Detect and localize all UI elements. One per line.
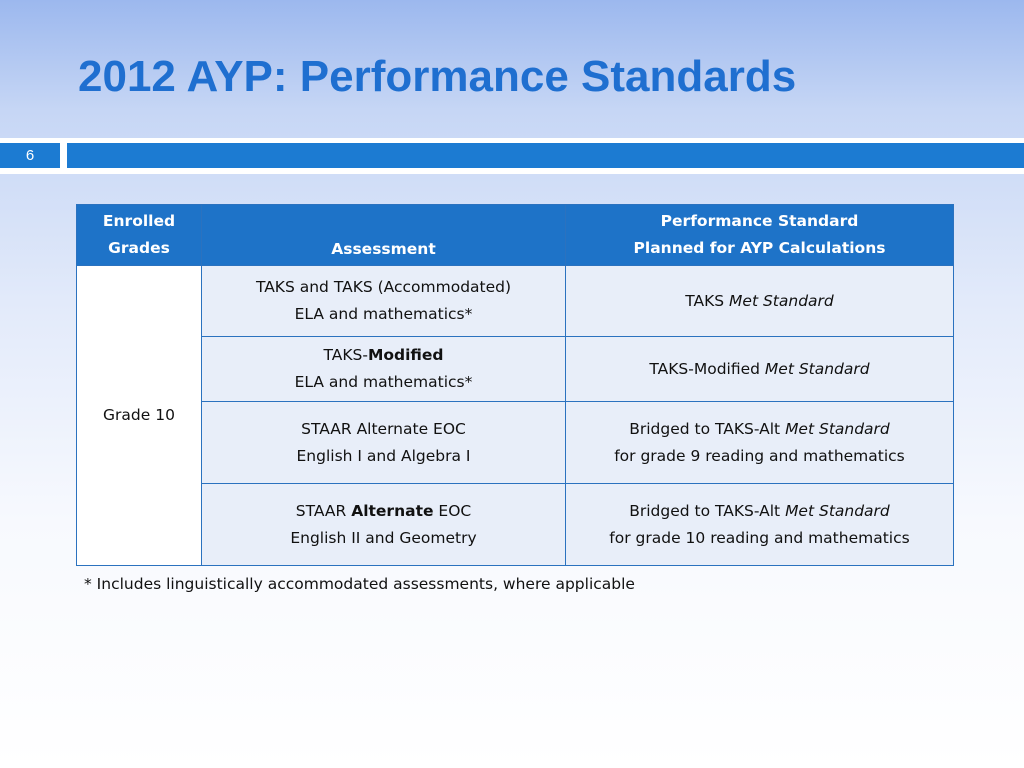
standard-line2: for grade 10 reading and mathematics <box>609 528 910 547</box>
performance-standards-table <box>76 204 954 566</box>
header-grades-line1: Enrolled <box>102 212 176 230</box>
assessment-line2: ELA and mathematics* <box>294 373 473 391</box>
assessment-line1-bold: Alternate <box>351 501 434 520</box>
header-enrolled-grades <box>77 205 202 266</box>
standard-cell <box>566 484 954 566</box>
assessment-line2: English I and Algebra I <box>296 446 471 465</box>
table-row <box>77 266 954 337</box>
slide-title: 2012 AYP: Performance Standards <box>78 52 797 101</box>
table-row <box>77 337 954 402</box>
standard-line2: for grade 9 reading and mathematics <box>614 446 905 465</box>
standard-prefix: TAKS <box>685 291 730 310</box>
assessment-cell <box>202 266 566 337</box>
footnote: * Includes linguistically accommodated assessments, where applicable <box>84 575 635 593</box>
header-performance-standard <box>566 205 954 266</box>
standard-prefix: Bridged to TAKS-Alt <box>629 501 786 520</box>
standard-italic: Met Standard <box>785 419 890 438</box>
slide-number: 6 <box>25 147 35 164</box>
assessment-line1: TAKS and TAKS (Accommodated) <box>255 278 512 296</box>
assessment-line1-bold: Modified <box>367 346 444 364</box>
grade-cell: Grade 10 <box>77 266 202 566</box>
standard-cell <box>566 337 954 402</box>
assessment-cell <box>202 402 566 484</box>
assessment-line1 <box>208 342 559 369</box>
assessment-line2: English II and Geometry <box>290 528 477 547</box>
standard-italic: Met Standard <box>729 291 834 310</box>
table-row <box>77 484 954 566</box>
assessment-cell <box>202 484 566 566</box>
standard-line1 <box>572 416 947 443</box>
assessment-line1-c: EOC <box>433 501 472 520</box>
assessment-line1-a: TAKS- <box>323 346 368 364</box>
assessment-line1: STAAR Alternate EOC <box>301 419 466 438</box>
header-performance-line2: Planned for AYP Calculations <box>633 239 886 257</box>
assessment-line1 <box>208 498 559 525</box>
assessment-line2: ELA and mathematics* <box>294 305 473 323</box>
accent-bar <box>67 143 1024 168</box>
standard-cell <box>566 266 954 337</box>
standard-italic: Met Standard <box>785 501 890 520</box>
header-performance-line1: Performance Standard <box>660 212 859 230</box>
header-assessment: Assessment <box>202 205 566 266</box>
standard-line1 <box>572 498 947 525</box>
assessment-cell <box>202 337 566 402</box>
table-header-row <box>77 205 954 266</box>
standard-italic: Met Standard <box>764 359 870 378</box>
header-grades-line2: Grades <box>108 239 170 257</box>
standard-prefix: TAKS-Modified <box>649 359 765 378</box>
standard-prefix: Bridged to TAKS-Alt <box>629 419 786 438</box>
table-row <box>77 402 954 484</box>
standard-cell <box>566 402 954 484</box>
assessment-line1-a: STAAR <box>295 501 352 520</box>
